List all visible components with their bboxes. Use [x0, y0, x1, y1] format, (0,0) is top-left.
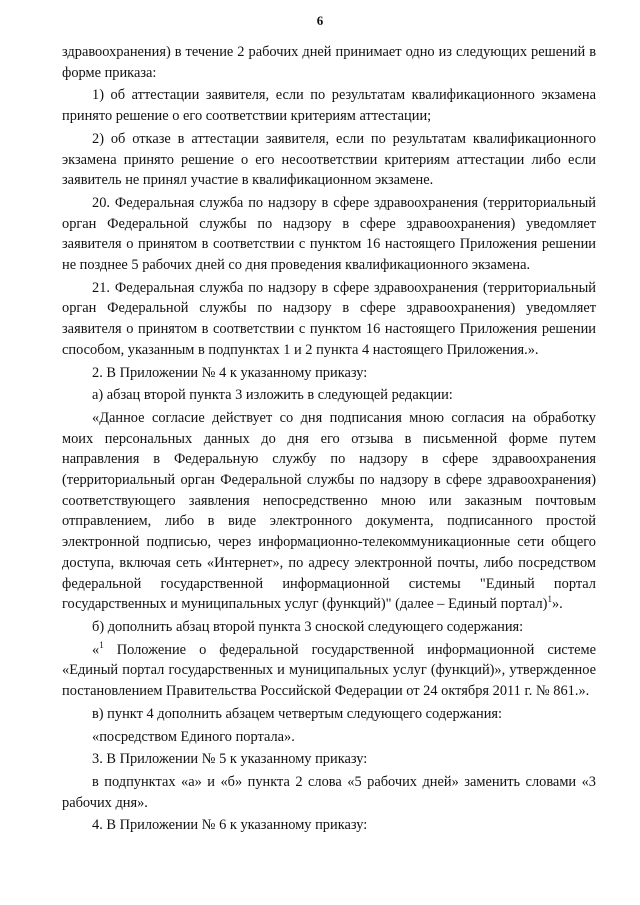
footnote-mark-2: 1 — [99, 639, 104, 650]
document-body — [62, 42, 596, 836]
quote-close-mark: ». — [551, 596, 563, 613]
quote-open-mark: « — [92, 641, 100, 658]
paragraph-amendment-2: 2. В Приложении № 4 к указанному приказу: — [92, 364, 368, 381]
paragraph-subitem-a: а) абзац второй пункта 3 изложить в следующей редакции: — [92, 387, 453, 404]
paragraph-point-21: 21. Федеральная служба по надзору в сфере здравоохранения (территориальный орган Федеральной службы по надзору в сфере здравоохранения) уведомляет заявителя о принятом в соответствии с пунктом 16 настоящего Приложения решении способом, указанным в подпунктах 1 и 2 пункта 4 настоящего Приложения.». — [62, 279, 596, 358]
footnote-mark: 1 — [547, 594, 552, 605]
paragraph-footnote-text — [62, 640, 596, 702]
paragraph-subitem-v: в) пункт 4 дополнить абзацем четвертым следующего содержания: — [92, 705, 503, 722]
paragraph-amendment-4: 4. В Приложении № 6 к указанному приказу: — [92, 817, 368, 834]
paragraph-item-1: 1) об аттестации заявителя, если по результатам квалификационного экзамена принято решение о его соответствии критериям аттестации; — [62, 87, 596, 125]
paragraph-portal-quote: «посредством Единого портала». — [92, 728, 295, 745]
footnote-text: Положение о федеральной государственной информационной системе «Единый портал государственных и муниципальных услуг (функций)», утвержденное постановлением Правительства Российской Федерации от 24 октября 2011 г. № 861.». — [62, 641, 596, 700]
paragraph-item-2: 2) об отказе в аттестации заявителя, если по результатам квалификационного экзамена принято решение о его несоответствии критериям аттестации либо если заявитель не принял участие в квалификационном экзамене. — [62, 130, 596, 189]
paragraph-continuation: здравоохранения) в течение 2 рабочих дней принимает одно из следующих решений в форме приказа: — [62, 44, 596, 81]
paragraph-consent-quote — [62, 408, 596, 615]
paragraph-point-20: 20. Федеральная служба по надзору в сфере здравоохранения (территориальный орган Федеральной службы по надзору в сфере здравоохранения) уведомляет заявителя о принятом в соответствии с пунктом 16 настоящего Приложения решении не позднее 5 рабочих дней со дня проведения квалификационного экзамена. — [62, 194, 596, 274]
paragraph-subitem-b: б) дополнить абзац второй пункта 3 сноской следующего содержания: — [92, 618, 524, 635]
paragraph-replace-days: в подпунктах «а» и «б» пункта 2 слова «5 рабочих дней» заменить словами «3 рабочих дня». — [62, 773, 596, 811]
paragraph-amendment-3: 3. В Приложении № 5 к указанному приказу: — [92, 751, 368, 768]
consent-quote-text: «Данное согласие действует со дня подписания мною согласия на обработку моих персональных данных до дня его отзыва в письменной форме путем направления в Федеральную службу по надзору в сфере здравоохранения (территориальный орган Федеральной службы по надзору в сфере здравоохранения) соответствующего заявления непосредственно мною или заказным почтовым отправлением, либо в виде электронного документа, подписанного простой электронной подписью, через информационно-телекоммуникационные сети общего доступа, включая сеть «Интернет», по адресу электронной почты, либо посредством федеральной государственной информационной системы "Единый портал государственных и муниципальных услуг (функций)" (далее – Единый портал) — [62, 409, 596, 613]
page-number: 6 — [316, 13, 324, 28]
